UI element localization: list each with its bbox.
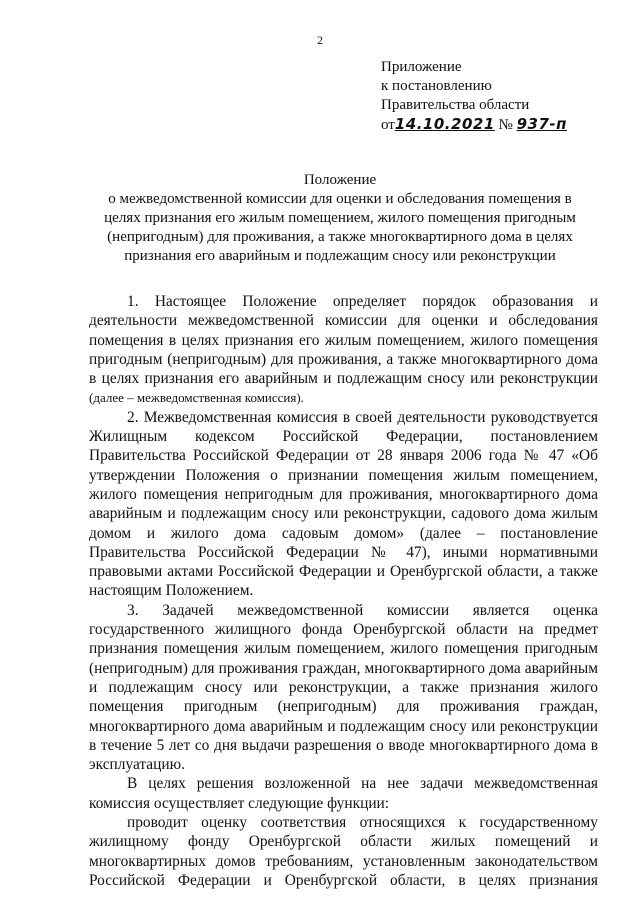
text-line: жилищному фонду Оренбургской области жилых помещений и xyxy=(89,833,598,851)
text-line: эксплуатацию. xyxy=(89,756,185,774)
paragraph-3 xyxy=(89,601,598,775)
text-line: государственного жилищного фонда Оренбургской области на предмет xyxy=(89,621,598,639)
text-line: проводит оценку соответствия относящихся к государственному xyxy=(127,814,598,832)
text-line: помещения пригодным (непригодным) для проживания граждан, xyxy=(89,698,598,716)
text-line: помещения в целях признания его жилым помещением, жилого помещения xyxy=(89,331,598,349)
number-prefix: № xyxy=(498,117,513,133)
text-line: домом и жилого дома садовым домом» (далее – постановление xyxy=(89,524,598,542)
appendix-line: Правительства области xyxy=(381,97,530,113)
appendix-line: Приложение xyxy=(381,59,462,75)
title-line: целях признания его жилым помещением, жилого помещения пригодным xyxy=(104,210,576,226)
title-line: о межведомственной комиссии для оценки и обследования помещения в xyxy=(108,191,572,207)
text-line: Правительства Российской Федерации от 28 января 2006 года № 47 «Об xyxy=(89,447,598,465)
text-line: и подлежащим сносу или реконструкции, а также признания жилого xyxy=(89,678,598,696)
text-line: многоквартирных домов требованиям, установленным законодательством xyxy=(89,852,598,870)
text-line: Правительства Российской Федерации № 47), иными нормативными xyxy=(89,543,598,561)
text-line: в течение 5 лет со дня выдачи разрешения о вводе многоквартирного дома в xyxy=(89,736,598,754)
title-line: признания его аварийным и подлежащим сносу или реконструкции xyxy=(124,248,556,264)
text-line: 1. Настоящее Положение определяет порядок образования и xyxy=(127,293,598,310)
text-line: деятельности межведомственной комиссии для оценки и обследования xyxy=(89,312,598,330)
text-line: аварийным и подлежащим сносу или реконструкции, садового дома жилым xyxy=(89,505,598,523)
paragraph-1 xyxy=(89,292,598,408)
text-line: Российской Федерации и Оренбургской области, в целях признания xyxy=(89,871,598,889)
appendix-line: к постановлению xyxy=(381,78,492,94)
text-line: комиссия осуществляет следующие функции: xyxy=(89,794,390,812)
text-line: многоквартирного дома аварийным и подлежащим сносу или реконструкции xyxy=(89,717,598,735)
paragraph-5 xyxy=(89,813,598,890)
handwritten-date: 14.10.2021 xyxy=(394,115,495,133)
text-line: (непригодным) для проживания граждан, многоквартирного дома аварийным xyxy=(89,659,598,677)
text-line: правовыми актами Российской Федерации и Оренбургской области, а также xyxy=(89,563,598,581)
text-line: В целях решения возложенной на нее задачи межведомственная xyxy=(127,775,598,793)
text-line: признания помещения жилым помещением, жилого помещения пригодным xyxy=(89,640,598,658)
page-number: 2 xyxy=(317,33,323,47)
document-body xyxy=(89,292,598,890)
document-title xyxy=(70,171,610,266)
text-line: утверждении Положения о признании помещения жилым помещением, xyxy=(89,466,598,484)
text-line: Жилищным кодексом Российской Федерации, постановлением xyxy=(89,428,598,446)
appendix-header xyxy=(381,58,567,135)
paragraph-2 xyxy=(89,408,598,601)
text-line: настоящим Положением. xyxy=(89,582,254,600)
text-line: 3. Задачей межведомственной комиссии является оценка xyxy=(127,601,598,619)
handwritten-number: 937-п xyxy=(516,115,567,133)
text-line: пригодным (непригодным) для проживания, а также многоквартирного дома xyxy=(89,350,598,368)
title-line: (непригодным) для проживания, а также многоквартирного дома в целях xyxy=(107,229,573,245)
text-line: (далее – межведомственная комиссия). xyxy=(89,390,304,406)
date-prefix: от xyxy=(381,117,395,133)
paragraph-4 xyxy=(89,774,598,813)
title-heading: Положение xyxy=(303,172,377,188)
text-line: в целях признания его аварийным и подлежащим сносу или реконструкции xyxy=(89,370,598,388)
appendix-date-line xyxy=(381,115,567,135)
text-line: жилого помещения непригодным для проживания, многоквартирного дома xyxy=(89,485,598,503)
text-line: 2. Межведомственная комиссия в своей деятельности руководствуется xyxy=(127,408,598,426)
